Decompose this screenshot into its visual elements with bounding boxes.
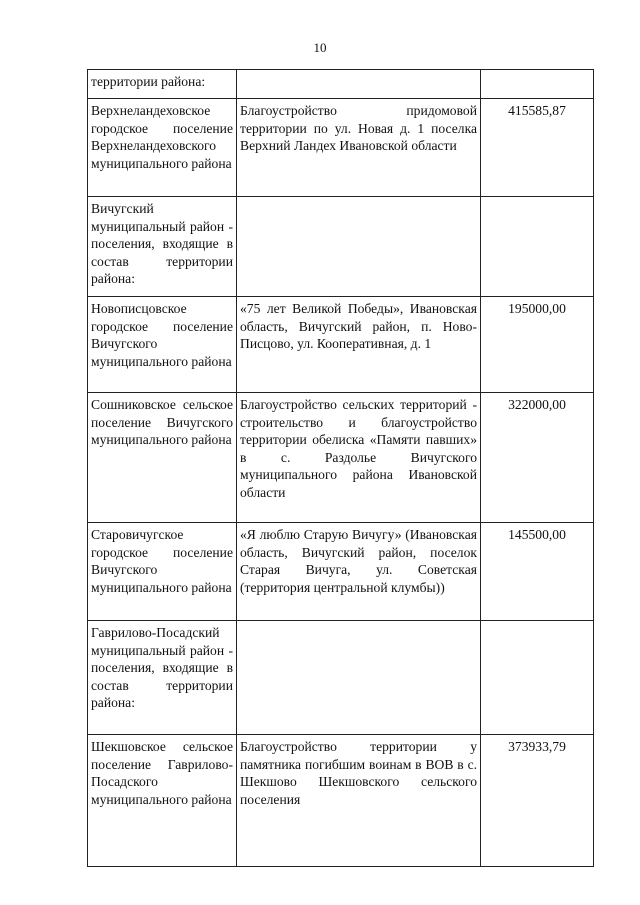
table-row xyxy=(88,297,594,393)
area-cell: Гаврилово-Посадский муниципальный район - поселения, входящие в состав территории района: xyxy=(88,621,237,735)
table-row xyxy=(88,197,594,297)
area-cell: Новописцовское городское поселение Вичугского муниципального района xyxy=(88,297,237,393)
amount-cell xyxy=(481,197,594,297)
table-row xyxy=(88,99,594,197)
area-cell: Верхнеландеховское городское поселение Верхнеландеховского муниципального района xyxy=(88,99,237,197)
table-row xyxy=(88,621,594,735)
project-cell: Благоустройство придомовой территории по ул. Новая д. 1 поселка Верхний Ландех Ивановской области xyxy=(237,99,481,197)
area-cell: Шекшовское сельское поселение Гаврилово-Посадского муниципального района xyxy=(88,735,237,867)
amount-cell xyxy=(481,70,594,99)
area-cell: Вичугский муниципальный район - поселения, входящие в состав территории района: xyxy=(88,197,237,297)
amount-cell: 322000,00 xyxy=(481,393,594,523)
allocation-table xyxy=(87,69,594,867)
area-cell: Старовичугское городское поселение Вичугского муниципального района xyxy=(88,523,237,621)
amount-cell: 195000,00 xyxy=(481,297,594,393)
amount-cell: 415585,87 xyxy=(481,99,594,197)
amount-cell xyxy=(481,621,594,735)
project-cell: Благоустройство сельских территорий - строительство и благоустройство территории обелиска «Памяти павших» в с. Раздолье Вичугского муниципального района Ивановской области xyxy=(237,393,481,523)
project-cell xyxy=(237,70,481,99)
project-cell: «Я люблю Старую Вичугу» (Ивановская область, Вичугский район, поселок Старая Вичуга, ул. Советская (территория центральной клумбы)) xyxy=(237,523,481,621)
page-number: 10 xyxy=(313,40,327,55)
table-row xyxy=(88,523,594,621)
amount-cell: 373933,79 xyxy=(481,735,594,867)
table-row xyxy=(88,735,594,867)
area-cell: территории района: xyxy=(88,70,237,99)
project-cell xyxy=(237,621,481,735)
amount-cell: 145500,00 xyxy=(481,523,594,621)
project-cell: «75 лет Великой Победы», Ивановская область, Вичугский район, п. Ново-Писцово, ул. Кооперативная, д. 1 xyxy=(237,297,481,393)
project-cell: Благоустройство территории у памятника погибшим воинам в ВОВ в с. Шекшово Шекшовского сельского поселения xyxy=(237,735,481,867)
project-cell xyxy=(237,197,481,297)
area-cell: Сошниковское сельское поселение Вичугского муниципального района xyxy=(88,393,237,523)
table-row xyxy=(88,393,594,523)
table-row xyxy=(88,70,594,99)
